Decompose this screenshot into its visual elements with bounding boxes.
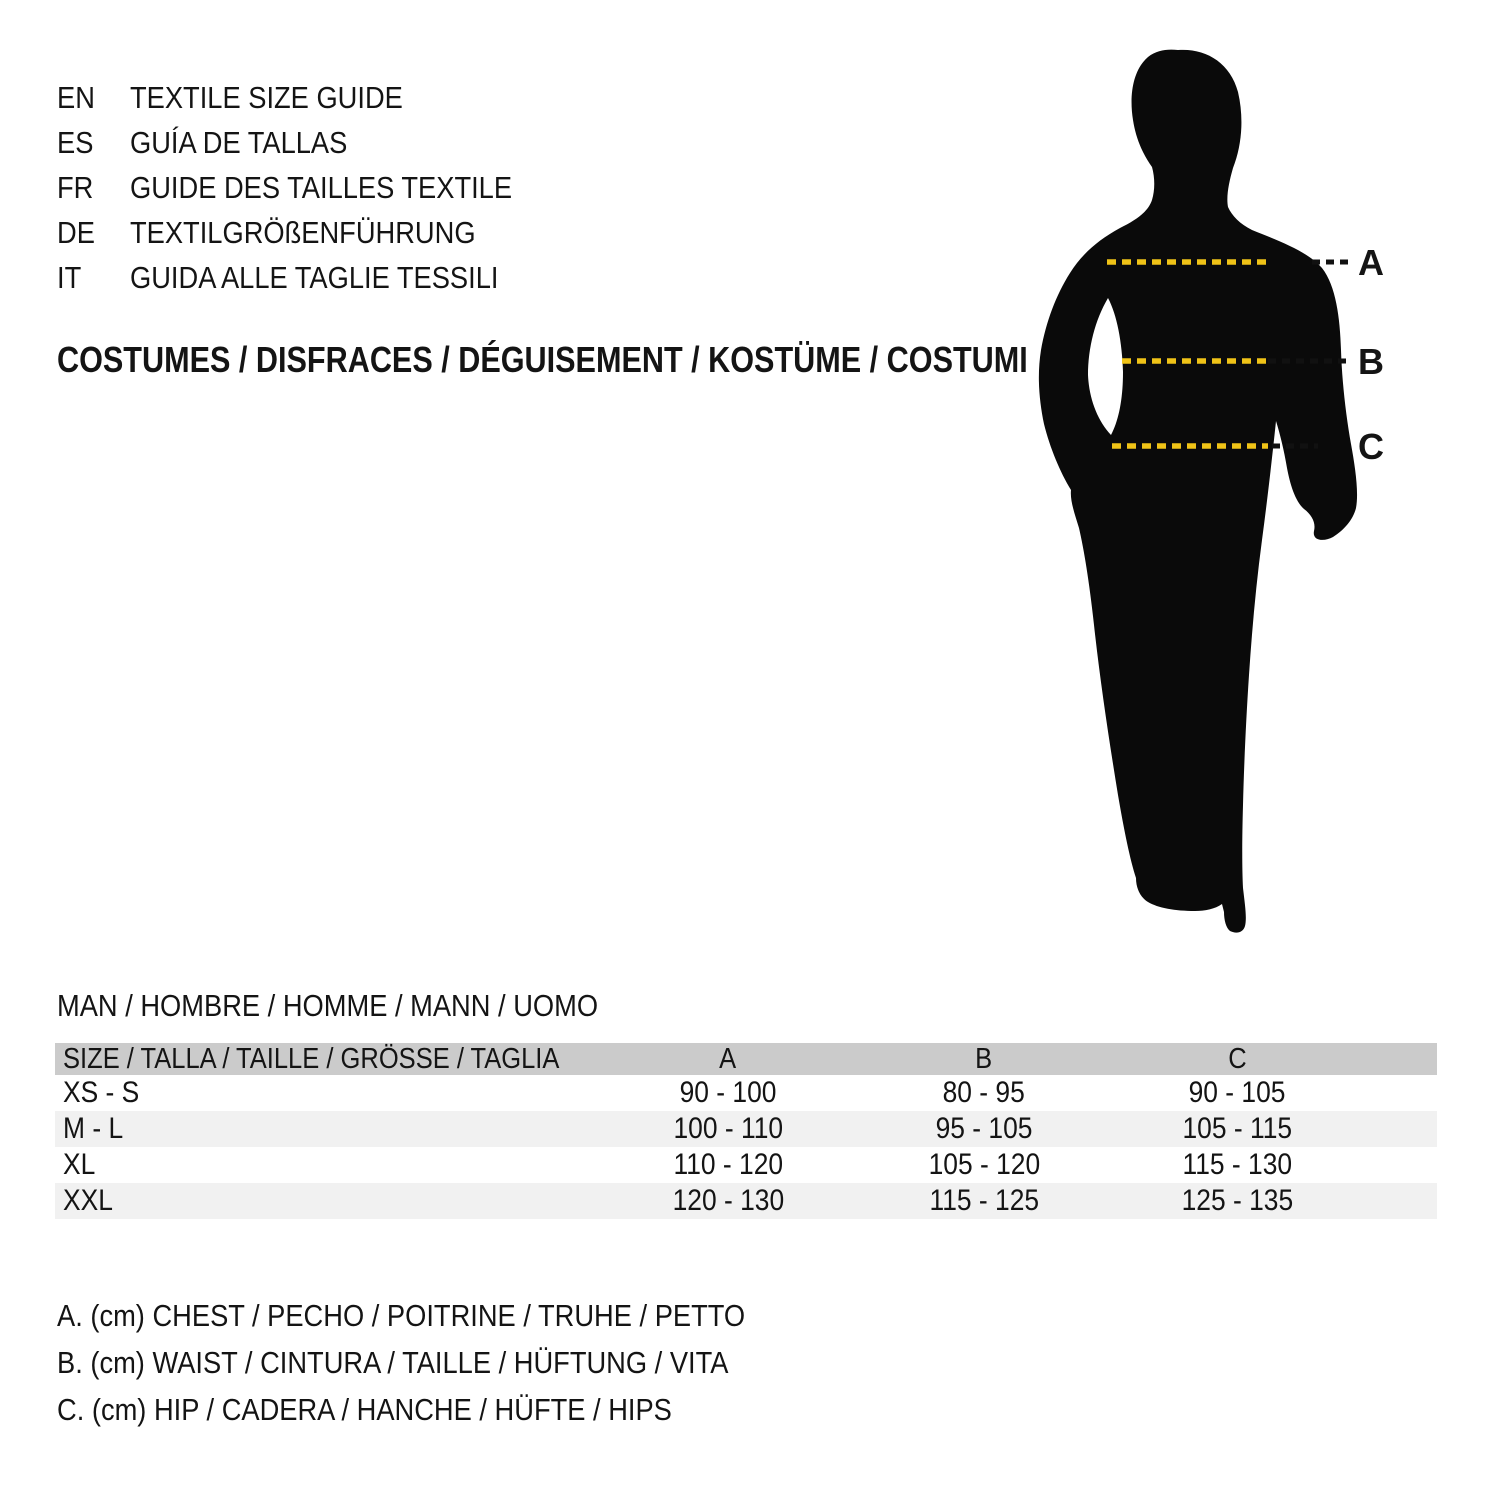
cell-a: 100 - 110 bbox=[673, 1112, 783, 1145]
cell-a: 110 - 120 bbox=[673, 1148, 783, 1181]
language-row-fr bbox=[57, 165, 564, 210]
header-col-b: B bbox=[975, 1043, 993, 1075]
cell-a: 90 - 100 bbox=[679, 1076, 777, 1109]
section-title-man bbox=[57, 984, 672, 1028]
header-col-a: A bbox=[719, 1043, 737, 1075]
cell-c: 90 - 105 bbox=[1189, 1076, 1286, 1109]
cell-b: 80 - 95 bbox=[942, 1076, 1026, 1109]
guide-title-de: TEXTILGRÖßENFÜHRUNG bbox=[130, 215, 476, 250]
language-code: ES bbox=[57, 125, 94, 160]
cell-b: 115 - 125 bbox=[929, 1184, 1039, 1217]
cell-b: 95 - 105 bbox=[935, 1112, 1033, 1145]
section-title-text: MAN / HOMBRE / HOMME / MANN / UOMO bbox=[57, 988, 599, 1023]
language-row-es bbox=[57, 120, 564, 165]
language-row-de bbox=[57, 210, 564, 255]
category-heading-text: COSTUMES / DISFRACES / DÉGUISEMENT / KOSTÜME / COSTUMI bbox=[57, 339, 1028, 380]
cell-c: 125 - 135 bbox=[1181, 1184, 1294, 1217]
size-table bbox=[55, 1043, 1437, 1219]
size-table-header-row bbox=[55, 1043, 1437, 1075]
measurement-legend bbox=[57, 1292, 839, 1433]
language-row-it bbox=[57, 255, 564, 300]
language-code: FR bbox=[57, 170, 94, 205]
marker-label-a: A bbox=[1358, 242, 1384, 283]
table-row-xxl bbox=[55, 1183, 1437, 1219]
guide-title-en: TEXTILE SIZE GUIDE bbox=[130, 80, 403, 115]
language-code: EN bbox=[57, 80, 95, 115]
header-size-label: SIZE / TALLA / TAILLE / GRÖSSE / TAGLIA bbox=[63, 1043, 560, 1075]
man-silhouette bbox=[1039, 50, 1357, 933]
legend-hip: C. (cm) HIP / CADERA / HANCHE / HÜFTE / HIPS bbox=[57, 1392, 672, 1427]
language-code: IT bbox=[57, 260, 82, 295]
cell-a: 120 - 130 bbox=[672, 1184, 784, 1217]
category-heading bbox=[57, 338, 1199, 382]
table-row-xl bbox=[55, 1147, 1437, 1183]
cell-size: XL bbox=[63, 1148, 96, 1181]
cell-c: 115 - 130 bbox=[1182, 1148, 1293, 1181]
marker-label-c: C bbox=[1358, 426, 1384, 467]
guide-title-it: GUIDA ALLE TAGLIE TESSILI bbox=[130, 260, 499, 295]
cell-size: XS - S bbox=[63, 1076, 140, 1109]
guide-title-es: GUÍA DE TALLAS bbox=[130, 125, 348, 160]
legend-chest: A. (cm) CHEST / PECHO / POITRINE / TRUHE / PETTO bbox=[57, 1298, 746, 1333]
language-code: DE bbox=[57, 215, 95, 250]
language-row-en bbox=[57, 75, 564, 120]
cell-size: XXL bbox=[63, 1184, 113, 1217]
cell-c: 105 - 115 bbox=[1182, 1112, 1293, 1145]
cell-size: M - L bbox=[63, 1112, 124, 1145]
guide-title-fr: GUIDE DES TAILLES TEXTILE bbox=[130, 170, 513, 205]
header-col-c: C bbox=[1228, 1043, 1247, 1075]
marker-label-b: B bbox=[1358, 341, 1384, 382]
cell-b: 105 - 120 bbox=[928, 1148, 1040, 1181]
table-row-m-l bbox=[55, 1111, 1437, 1147]
language-title-list bbox=[57, 75, 564, 300]
table-row-xs-s bbox=[55, 1075, 1437, 1111]
legend-waist: B. (cm) WAIST / CINTURA / TAILLE / HÜFTUNG / VITA bbox=[57, 1345, 729, 1380]
